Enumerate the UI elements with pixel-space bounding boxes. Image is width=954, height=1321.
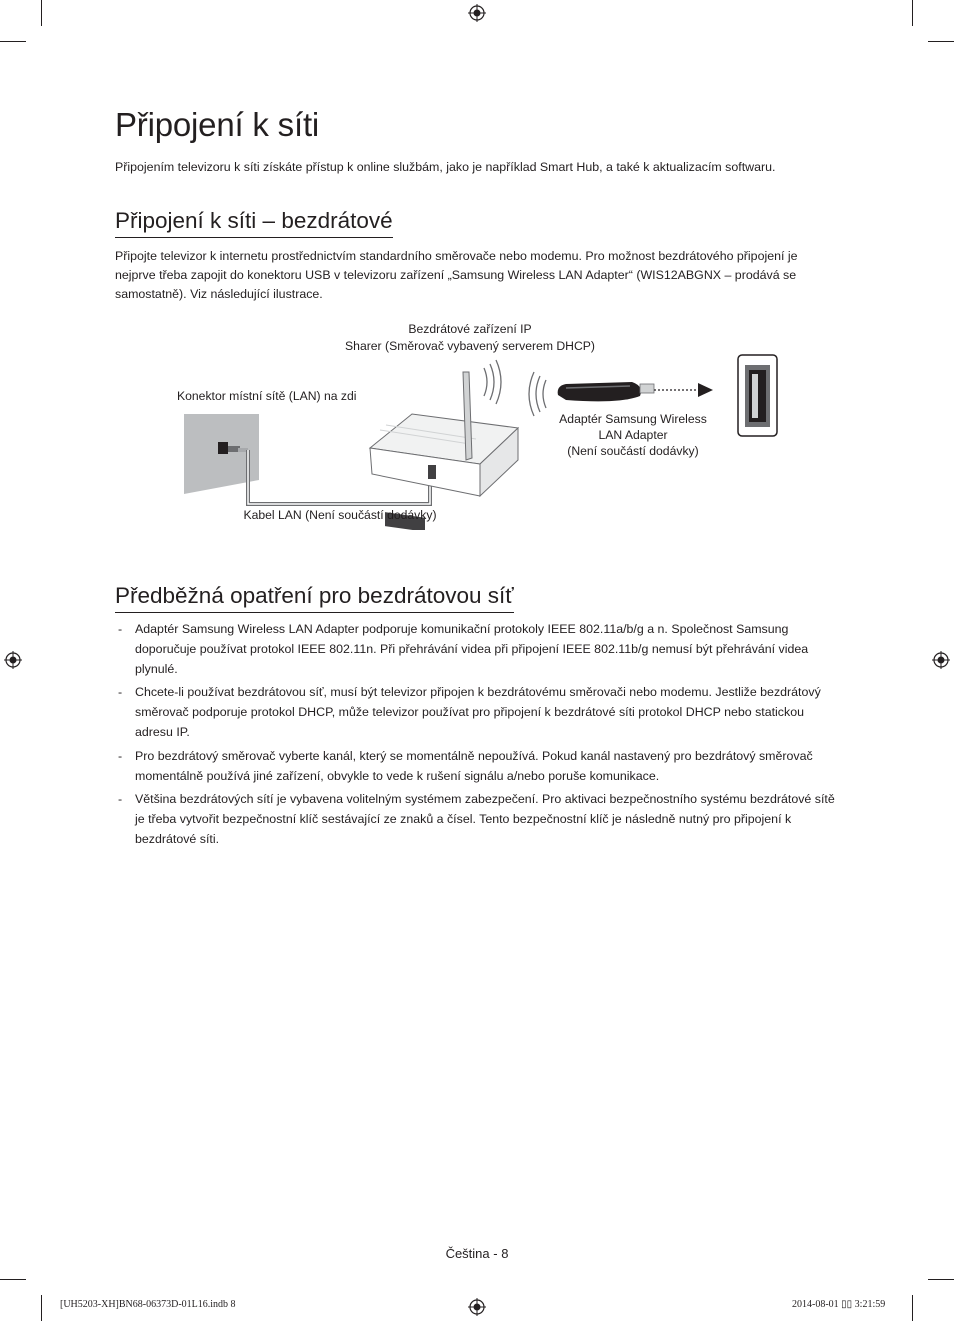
list-item: - Pro bezdrátový směrovač vyberte kanál, který se momentálně nepoužívá. Pokud kanál nastavený pro bezdrátový směrovač momentálně používá jiné zařízení, obvykle to vede k rušení signálu a/nebo poruše komunikace. [118,748,813,783]
slug-file: [UH5203-XH]BN68-06373D-01L16.indb 8 [60,1299,236,1310]
precautions-list [115,620,840,854]
section-heading-precautions: Předběžná opatření pro bezdrátovou síť [115,583,514,613]
crop-mark [0,1279,26,1280]
registration-mark-icon [932,651,950,669]
usb-port-icon [738,355,777,436]
crop-mark [0,41,26,42]
crop-mark [41,1295,42,1321]
adapter-label: Adaptér Samsung Wireless LAN Adapter (Není součástí dodávky) [559,412,707,458]
wall-socket-label: Konektor místní sítě (LAN) na zdi [177,389,357,403]
crop-mark [928,41,954,42]
network-diagram [0,310,954,530]
section-heading-wireless: Připojení k síti – bezdrátové [115,208,393,238]
list-item: - Adaptér Samsung Wireless LAN Adapter podporuje komunikační protokoly IEEE 802.11a/b/g a n. Společnost Samsung doporučuje používat protokol IEEE 802.11n. Při přehrávání videa při připojení IEEE 802.11b/g nemusí být přehrávání videa plynulé. [118,622,809,676]
wifi-waves-icon [484,360,501,404]
usb-adapter-icon [558,382,713,401]
registration-mark-icon [468,1298,486,1316]
page-number: Čeština - 8 [445,1246,509,1261]
registration-mark-icon [468,4,486,22]
list-item: - Většina bezdrátových sítí je vybavena volitelným systémem zabezpečení. Pro aktivaci bezpečnostního systému bezdrátové sítě je třeba vytvořit bezpečnostní klíč sestávající ze znaků a čísel. Tento bezpečnostní klíč je následně nutný pro připojení k bezdrátové síti. [118,792,835,846]
intro-paragraph: Připojením televizoru k síti získáte přístup k online službám, jako je například Smart Hub, a také k aktualizacím softwaru. [115,160,776,174]
cable-label: Kabel LAN (Není součástí dodávky) [243,508,437,522]
crop-mark [912,0,913,26]
registration-mark-icon [4,651,22,669]
wifi-waves-icon [529,372,546,416]
page-title: Připojení k síti [115,106,320,143]
crop-mark [41,0,42,26]
wireless-paragraph: Připojte televizor k internetu prostřednictvím standardního směrovače nebo modemu. Pro možnost bezdrátového připojení je nejprve třeba zapojit do konektoru USB v televizoru zařízení „Samsung Wireless LAN Adapter“ (WIS12ABGNX – prodává se samostatně). Viz následující ilustrace. [115,249,798,302]
crop-mark [928,1279,954,1280]
list-item: - Chcete-li používat bezdrátovou síť, musí být televizor připojen k bezdrátovému směrovači nebo modemu. Jestliže bezdrátový směrovač podporuje protokol DHCP, může televizor používat pro připojení k bezdrátové síti protokol DHCP nebo statickou adresu IP. [118,685,821,739]
crop-mark [912,1295,913,1321]
slug-date: 2014-08-01 ▯▯ 3:21:59 [792,1299,886,1310]
router-label: Bezdrátové zařízení IP Sharer (Směrovač vybavený serverem DHCP) [345,322,595,353]
